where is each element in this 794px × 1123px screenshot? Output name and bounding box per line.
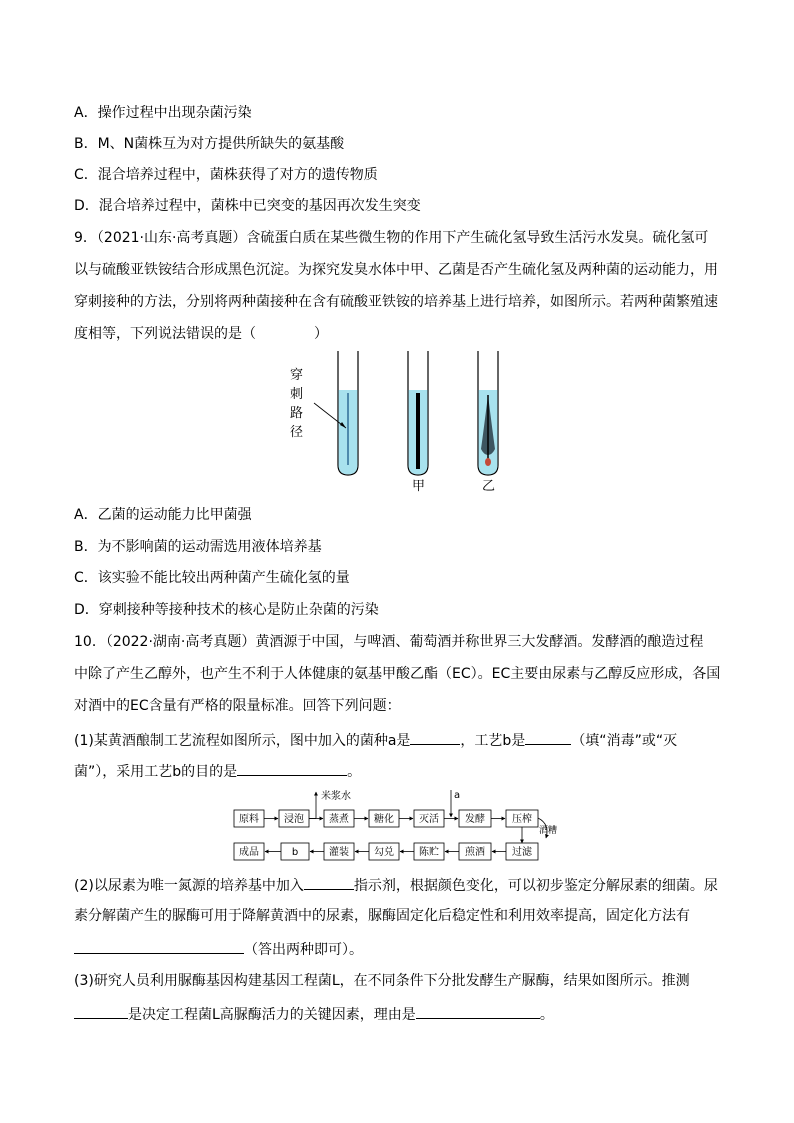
q10-part2-line-2: 素分解菌产生的脲酶可用于降解黄酒中的尿素，脲酶固定化后稳定性和利用效率提高，固定化方法有 <box>74 908 690 924</box>
blank-indicator[interactable] <box>304 874 354 890</box>
q10-p2-text-b: 指示剂，根据颜色变化，可以初步鉴定分解尿素的细菌。尿 <box>353 878 718 894</box>
step-blend: 勾兑 <box>374 847 394 858</box>
label-char-3: 路 <box>290 406 304 421</box>
q10-p1-text-e: 。 <box>347 764 362 780</box>
step-inactivate: 灭活 <box>419 814 439 825</box>
q9-stem-line-3: 穿刺接种的方法，分别将两种菌接种在含有硫酸亚铁铵的培养基上进行培养，如图所示。若两种菌繁殖速 <box>74 294 718 310</box>
q10-part2-line-3 <box>74 938 363 960</box>
blank-strain-a[interactable] <box>410 729 460 745</box>
label-char-4: 径 <box>290 425 304 440</box>
q10-stem-line-2: 中除了产生乙醇外，也产生不利于人体健康的氨基甲酸乙酯（EC）。EC主要由尿素与乙醇反应形成，各国 <box>74 666 721 682</box>
tube-control <box>314 351 358 475</box>
step-ferment: 发酵 <box>465 814 485 825</box>
q9-option-a: A．乙菌的运动能力比甲菌强 <box>74 507 252 523</box>
q10-process-flowchart <box>228 788 568 866</box>
tube-jia <box>408 351 428 494</box>
q9-option-d: D．穿刺接种等接种技术的核心是防止杂菌的污染 <box>74 602 379 618</box>
q8-option-a: A．操作过程中出现杂菌污染 <box>74 105 252 121</box>
blank-process-b[interactable] <box>525 729 571 745</box>
q8-option-d: D．混合培养过程中，菌株中已突变的基因再次发生突变 <box>74 198 421 214</box>
q10-p1-text-a: (1)某黄酒酿制工艺流程如图所示，图中加入的菌种a是 <box>74 733 411 749</box>
step-steam: 蒸煮 <box>329 814 349 825</box>
step-press: 压榨 <box>512 814 532 825</box>
q8-option-c: C．混合培养过程中，菌株获得了对方的遗传物质 <box>74 167 378 183</box>
step-b: b <box>291 847 299 858</box>
q9-option-b: B．为不影响菌的运动需选用液体培养基 <box>74 539 322 555</box>
step-filter: 过滤 <box>512 847 532 858</box>
q10-p2-text-a: (2)以尿素为唯一氮源的培养基中加入 <box>74 878 304 894</box>
q8-option-b: B．M、N菌株互为对方提供所缺失的氨基酸 <box>74 136 345 152</box>
step-saccharify: 糖化 <box>374 814 394 825</box>
q10-p1-text-c: （填“消毒”或“灭 <box>571 733 678 749</box>
strain-a-label: a <box>454 790 461 801</box>
q9-stem-text: 度相等，下列说法错误的是（ <box>74 326 256 342</box>
blank-reason[interactable] <box>416 1003 540 1019</box>
q10-stem-line-1: 10．（2022·湖南·高考真题）黄酒源于中国，与啤酒、葡萄酒并称世界三大发酵酒。发酵酒的酿造过程 <box>74 634 704 650</box>
step-raw-material: 原料 <box>239 814 259 825</box>
q9-stem-line-2: 以与硫酸亚铁铵结合形成黑色沉淀。为探究发臭水体中甲、乙菌是否产生硫化氢及两种菌的运动能力，用 <box>74 262 718 278</box>
step-age: 陈贮 <box>419 847 439 858</box>
q10-p1-text-d: 菌”），采用工艺b的目的是 <box>74 764 238 780</box>
label-char-1: 穿 <box>290 368 304 383</box>
q10-p3-text-c: 。 <box>539 1007 554 1023</box>
step-product: 成品 <box>239 847 259 858</box>
flow-top-labels <box>239 812 532 825</box>
q9-stem-line-4 <box>74 324 328 344</box>
q10-part3-line-2 <box>74 1003 554 1025</box>
q10-p3-text-b: 是决定工程菌L高脲酶活力的关键因素，理由是 <box>128 1007 416 1023</box>
q10-stem-line-3: 对酒中的EC含量有严格的限量标准。回答下列问题： <box>74 698 401 714</box>
q9-stem-close: ） <box>314 326 328 342</box>
q10-part3-line-1: (3)研究人员利用脲酶基因构建基因工程菌L，在不同条件下分批发酵生产脲酶，结果如图所示。推测 <box>74 973 690 989</box>
q9-stem-line-1: 9．（2021·山东·高考真题）含硫蛋白质在某些微生物的作用下产生硫化氢导致生活污水发臭。硫化氢可 <box>74 230 709 246</box>
q10-part2-line-1 <box>74 874 718 896</box>
q10-part1-line-2 <box>74 760 361 782</box>
piercing-path-label <box>290 367 303 440</box>
tube-jia-label: 甲 <box>412 479 426 494</box>
step-decoct: 煎酒 <box>465 847 485 858</box>
blank-immobilization-methods[interactable] <box>74 938 244 954</box>
q10-part1-line-1 <box>74 729 677 751</box>
tube-yi-label: 乙 <box>482 479 496 494</box>
q10-p2-text-d: （答出两种即可）。 <box>244 942 363 958</box>
blank-purpose[interactable] <box>237 760 347 776</box>
lees-label: 酒糟 <box>539 826 558 836</box>
q9-test-tube-figure <box>280 345 520 495</box>
tube-yi <box>478 351 498 494</box>
step-bottle: 灌装 <box>329 847 349 858</box>
q10-p1-text-b: ，工艺b是 <box>460 733 526 749</box>
label-char-2: 刺 <box>290 387 304 402</box>
rice-water-label: 米浆水 <box>321 791 351 802</box>
q9-option-c: C．该实验不能比较出两种菌产生硫化氢的量 <box>74 570 350 586</box>
flow-bottom-labels <box>239 845 533 858</box>
step-soak: 浸泡 <box>284 814 304 825</box>
blank-key-factor[interactable] <box>74 1003 128 1019</box>
